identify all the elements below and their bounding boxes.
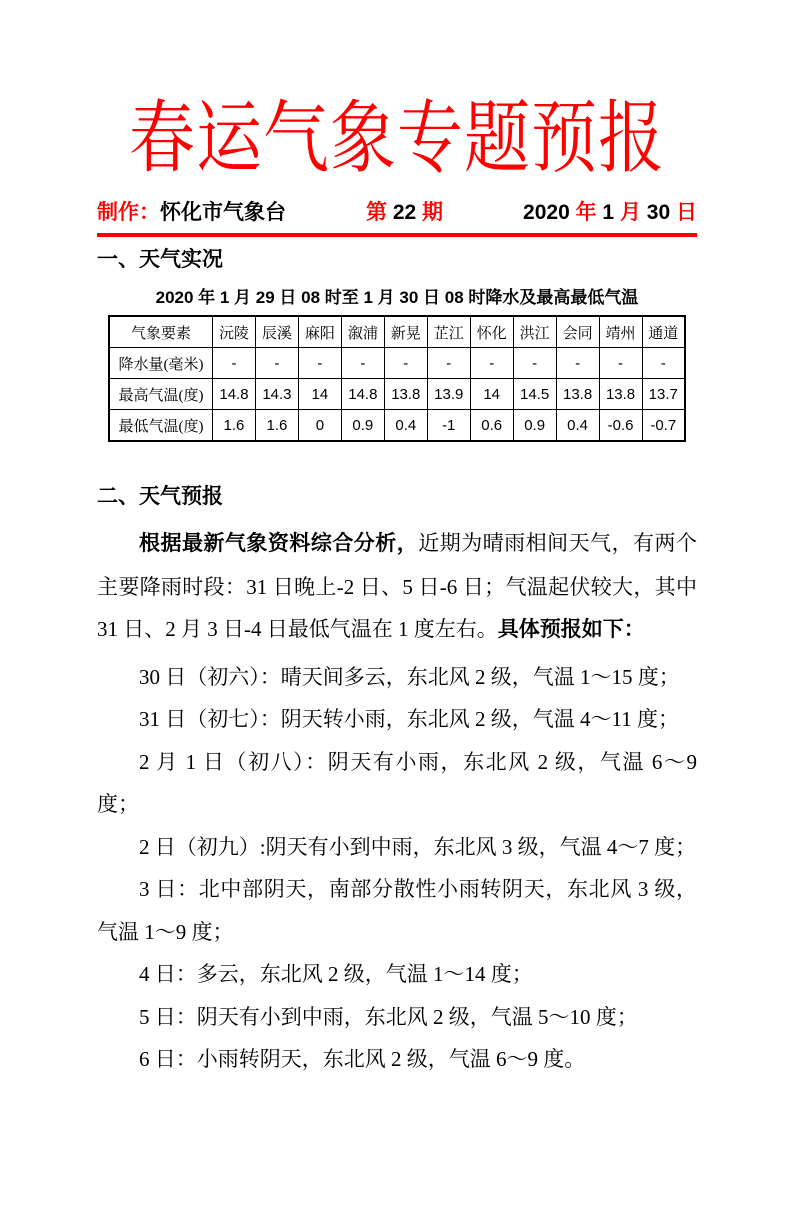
table-station-header: 会同 bbox=[556, 316, 599, 348]
table-value-cell: 13.8 bbox=[556, 379, 599, 410]
table-header-row bbox=[109, 316, 685, 348]
date-day: 30 bbox=[640, 201, 676, 224]
table-value-cell: 0 bbox=[298, 410, 341, 442]
doc-title: 春运气象专题预报 bbox=[129, 95, 665, 183]
table-station-header: 新晃 bbox=[384, 316, 427, 348]
forecast-line: 31 日（初七）：阴天转小雨，东北风 2 级，气温 4～11 度； bbox=[139, 707, 679, 731]
forecast-line: 6 日：小雨转阴天，东北风 2 级，气温 6～9 度。 bbox=[139, 1047, 586, 1071]
table-row bbox=[109, 410, 685, 442]
table-station-header: 洪江 bbox=[513, 316, 556, 348]
table-value-cell: 14.8 bbox=[341, 379, 384, 410]
table-station-header: 麻阳 bbox=[298, 316, 341, 348]
table-value-cell: 13.9 bbox=[427, 379, 470, 410]
date-day-unit: 日 bbox=[675, 201, 697, 224]
table-value-cell: 14 bbox=[470, 379, 513, 410]
red-divider-line bbox=[97, 233, 697, 237]
summary-body-text: 近期为晴雨相间天气，有两个主要降雨时段：31 日晚上-2 日、5 日-6 日；气温起伏较大，其中 31 日、2 月 3 日-4 日最低气温在 1 度左右。 bbox=[97, 531, 698, 641]
table-value-cell: - bbox=[255, 348, 298, 379]
forecast-summary-paragraph bbox=[97, 522, 697, 652]
table-value-cell: -0.7 bbox=[642, 410, 685, 442]
table-value-cell: - bbox=[470, 348, 513, 379]
weather-table bbox=[108, 315, 686, 442]
table-value-cell: - bbox=[427, 348, 470, 379]
table-value-cell: 0.4 bbox=[384, 410, 427, 442]
table-value-cell: 0.4 bbox=[556, 410, 599, 442]
table-value-cell: - bbox=[642, 348, 685, 379]
table-value-cell: 1.6 bbox=[255, 410, 298, 442]
table-row-label: 最低气温(度) bbox=[109, 410, 213, 442]
issue-value: 22 bbox=[387, 201, 423, 224]
document-page bbox=[0, 95, 793, 1081]
table-value-cell: 14.5 bbox=[513, 379, 556, 410]
table-station-header: 靖州 bbox=[599, 316, 642, 348]
summary-tail-bold: 具体预报如下： bbox=[497, 618, 645, 641]
forecast-list bbox=[97, 656, 697, 1081]
table-station-header: 芷江 bbox=[427, 316, 470, 348]
date-year: 2020 bbox=[523, 201, 576, 224]
table-station-header: 沅陵 bbox=[213, 316, 256, 348]
table-value-cell: - bbox=[556, 348, 599, 379]
forecast-line: 2 月 1 日（初八）：阴天有小雨，东北风 2 级，气温 6～9 度； bbox=[97, 749, 697, 816]
issue-date bbox=[523, 200, 697, 226]
table-value-cell: - bbox=[384, 348, 427, 379]
table-row-label: 降水量(毫米) bbox=[109, 348, 213, 379]
table-value-cell: - bbox=[341, 348, 384, 379]
forecast-line: 5 日：阴天有小到中雨，东北风 2 级，气温 5～10 度； bbox=[139, 1004, 638, 1029]
section2-heading: 二、天气预报 bbox=[97, 485, 223, 508]
table-value-cell: 1.6 bbox=[213, 410, 256, 442]
table-row bbox=[109, 379, 685, 410]
forecast-line: 30 日（初六）：晴天间多云，东北风 2 级，气温 1～15 度； bbox=[139, 664, 680, 689]
table-value-cell: -1 bbox=[427, 410, 470, 442]
table-value-cell: 13.7 bbox=[642, 379, 685, 410]
issue-prefix: 第 bbox=[366, 201, 387, 224]
table-value-cell: 14.3 bbox=[255, 379, 298, 410]
issue-number bbox=[366, 200, 443, 226]
table-value-cell: 0.9 bbox=[513, 410, 556, 442]
forecast-line: 3 日：北中部阴天，南部分散性小雨转阴天，东北风 3 级，气温 1～9 度； bbox=[97, 877, 697, 944]
table-value-cell: 13.8 bbox=[384, 379, 427, 410]
date-month-unit: 月 bbox=[619, 201, 641, 224]
table-value-cell: 0.6 bbox=[470, 410, 513, 442]
table-value-cell: 14.8 bbox=[213, 379, 256, 410]
forecast-line: 4 日：多云，东北风 2 级，气温 1～14 度； bbox=[139, 962, 533, 986]
forecast-line: 2 日（初九）:阴天有小到中雨，东北风 3 级，气温 4～7 度； bbox=[139, 834, 697, 859]
table-row-label: 最高气温(度) bbox=[109, 379, 213, 410]
table-station-header: 通道 bbox=[642, 316, 685, 348]
date-year-unit: 年 bbox=[575, 201, 597, 224]
table-station-header: 辰溪 bbox=[255, 316, 298, 348]
issue-suffix: 期 bbox=[422, 201, 444, 224]
section1-heading: 一、天气实况 bbox=[97, 248, 223, 271]
table-value-cell: 13.8 bbox=[599, 379, 642, 410]
table-title: 2020 年 1 月 29 日 08 时至 1 月 30 日 08 时降水及最高最低气温 bbox=[155, 288, 639, 307]
header-meta-line bbox=[97, 200, 697, 226]
table-value-cell: - bbox=[298, 348, 341, 379]
table-row bbox=[109, 348, 685, 379]
date-month: 1 bbox=[596, 201, 620, 224]
table-station-header: 溆浦 bbox=[341, 316, 384, 348]
table-value-cell: - bbox=[599, 348, 642, 379]
producer bbox=[97, 200, 286, 226]
table-value-cell: - bbox=[213, 348, 256, 379]
doc-title-wrap bbox=[97, 95, 697, 183]
table-value-cell: -0.6 bbox=[599, 410, 642, 442]
table-value-cell: - bbox=[513, 348, 556, 379]
table-value-cell: 0.9 bbox=[341, 410, 384, 442]
table-value-cell: 14 bbox=[298, 379, 341, 410]
table-corner-cell: 气象要素 bbox=[109, 316, 213, 348]
producer-label: 制作： bbox=[97, 201, 160, 224]
summary-lead-bold: 根据最新气象资料综合分析， bbox=[139, 532, 419, 555]
table-station-header: 怀化 bbox=[470, 316, 513, 348]
producer-value: 怀化市气象台 bbox=[160, 201, 286, 224]
